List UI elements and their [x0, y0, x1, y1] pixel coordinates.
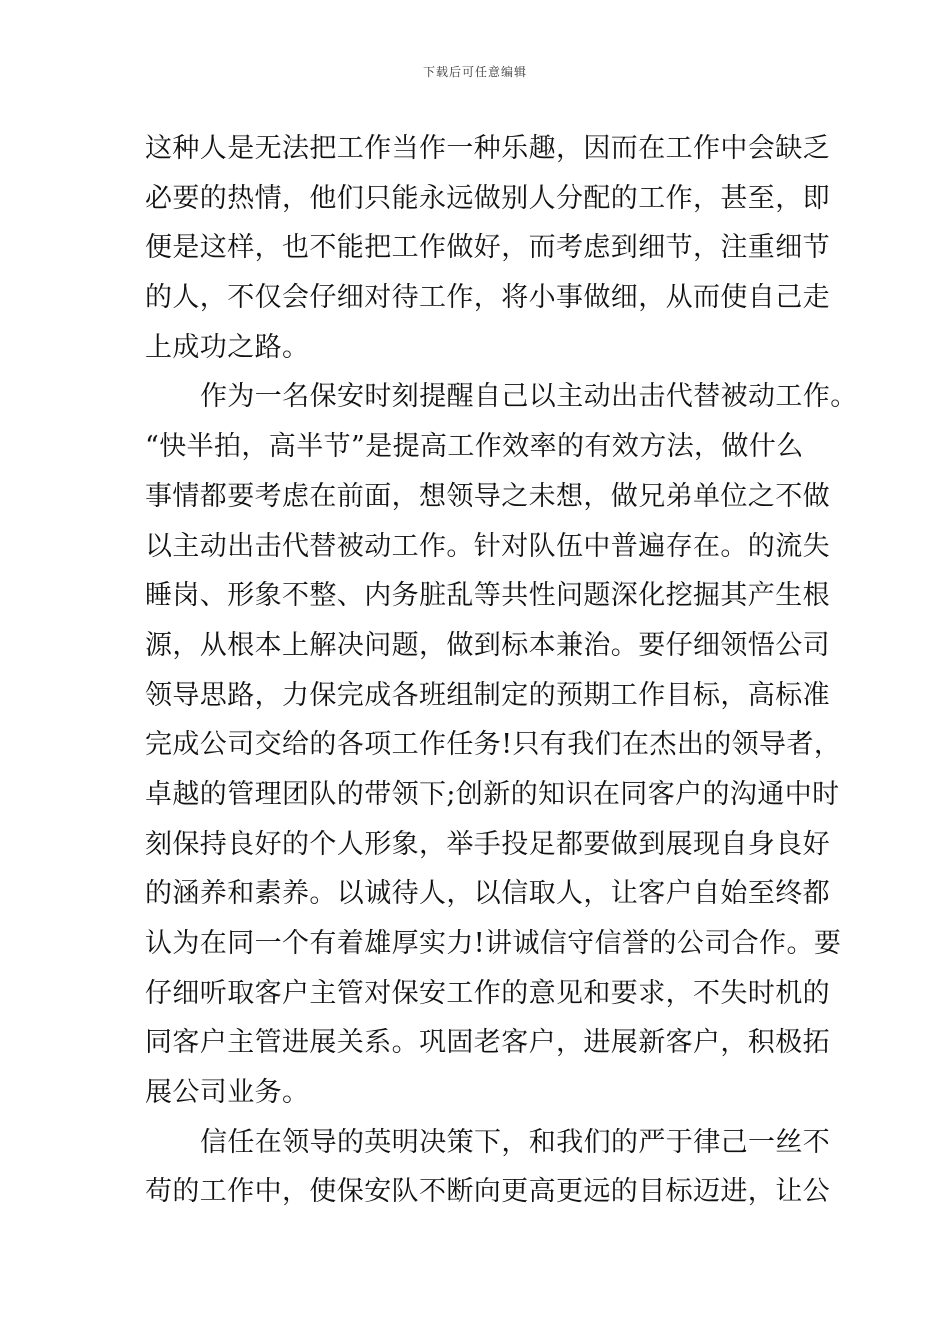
- text-line: 完成公司交给的各项工作任务!只有我们在杰出的领导者，: [145, 729, 842, 761]
- text-line: 信任在领导的英明决策下，和我们的严于律己一丝不: [200, 1126, 831, 1158]
- text-line: 展公司业务。: [145, 1077, 310, 1109]
- text-line: 的涵养和素养。以诚待人，以信取人，让客户自始至终都: [145, 878, 830, 910]
- text-line: 苟的工作中，使保安队不断向更高更远的目标迈进，让公: [145, 1176, 830, 1208]
- text-line: “快半拍，高半节”是提高工作效率的有效方法，做什么: [145, 431, 804, 463]
- body-text: [145, 124, 858, 1217]
- text-line: 这种人是无法把工作当作一种乐趣，因而在工作中会缺乏: [145, 133, 830, 164]
- text-line: 以主动出击代替被动工作。针对队伍中普遍存在。的流失: [145, 530, 830, 562]
- text-line: 便是这样，也不能把工作做好，而考虑到细节，注重细节: [145, 232, 830, 264]
- text-line: 睡岗、形象不整、内务脏乱等共性问题深化挖掘其产生根: [145, 580, 830, 612]
- text-line: 领导思路，力保完成各班组制定的预期工作目标，高标准: [145, 679, 830, 711]
- page-header: 下载后可任意编辑: [422, 65, 527, 79]
- text-line: 事情都要考虑在前面，想领导之未想，做兄弟单位之不做: [145, 480, 830, 512]
- text-line: 刻保持良好的个人形象，举手投足都要做到展现自身良好: [145, 828, 830, 860]
- text-line: 的人，不仅会仔细对待工作，将小事做细，从而使自己走: [145, 282, 830, 314]
- text-line: 仔细听取客户主管对保安工作的意见和要求，不失时机的: [145, 977, 830, 1009]
- text-line: 源，从根本上解决问题，做到标本兼治。要仔细领悟公司: [145, 629, 830, 661]
- text-line: 卓越的管理团队的带领下;创新的知识在同客户的沟通中时: [145, 778, 840, 810]
- text-line: 作为一名保安时刻提醒自己以主动出击代替被动工作。: [200, 381, 858, 413]
- text-line: 同客户主管进展关系。巩固老客户，进展新客户，积极拓: [145, 1027, 830, 1059]
- text-line: 认为在同一个有着雄厚实力!讲诚信守信誉的公司合作。要: [145, 928, 842, 959]
- text-line: 必要的热情，他们只能永远做别人分配的工作，甚至，即: [145, 182, 830, 214]
- text-line: 上成功之路。: [145, 331, 310, 363]
